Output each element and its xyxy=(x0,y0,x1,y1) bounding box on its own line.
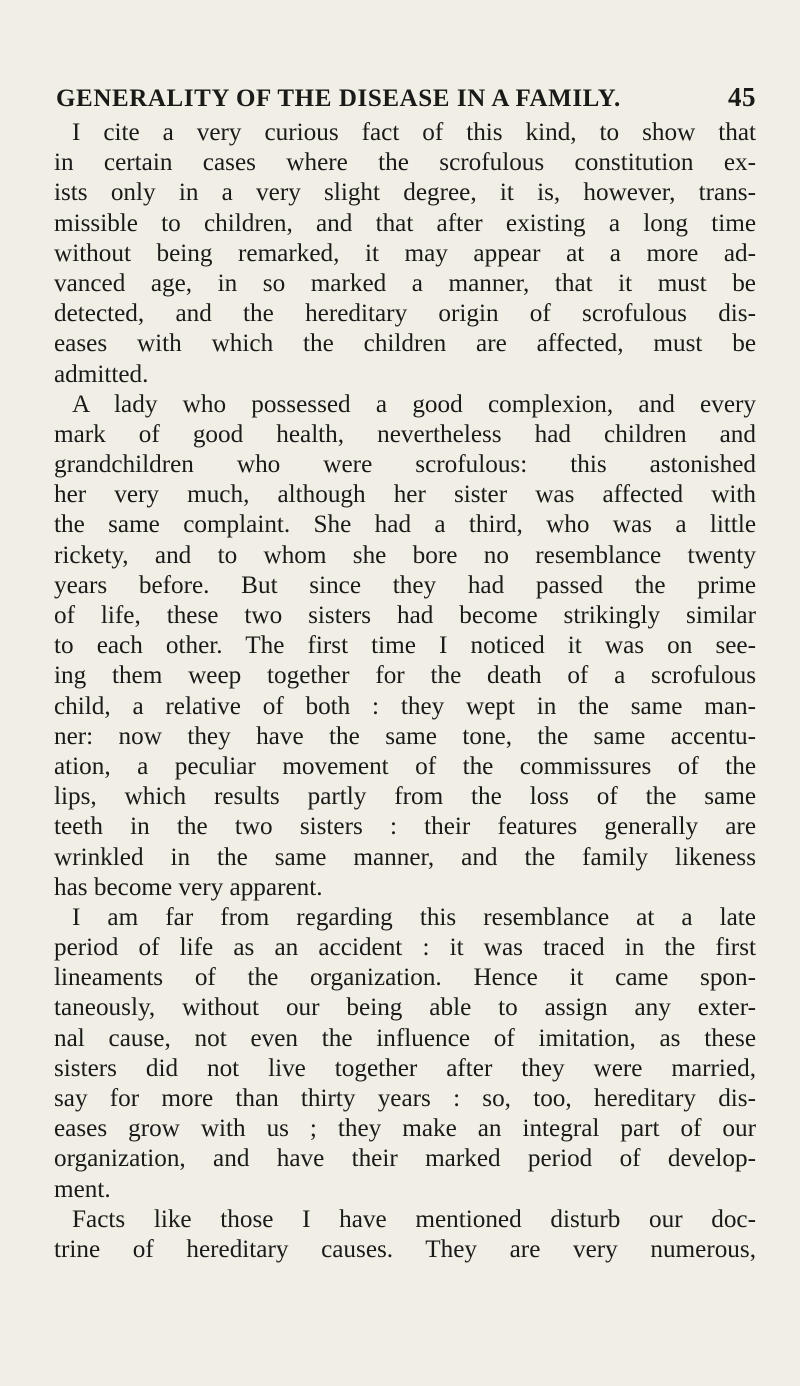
text-line: admitted. xyxy=(54,360,149,388)
text-line: Facts like those I have mentioned disturb our doc- xyxy=(72,1205,756,1233)
text-line: wrinkled in the same manner, and the family likeness xyxy=(54,843,756,871)
text-line: organization, and have their marked period of develop- xyxy=(54,1145,756,1173)
text-line: period of life as an accident : it was traced in the first xyxy=(54,934,756,962)
text-line: lips, which results partly from the loss of the same xyxy=(54,783,756,811)
text-line: nal cause, not even the influence of imitation, as these xyxy=(54,1024,756,1052)
body-text xyxy=(54,118,756,1265)
paragraph xyxy=(54,390,756,903)
text-line: eases with which the children are affected, must be xyxy=(54,330,756,358)
text-line: eases grow with us ; they make an integral part of our xyxy=(54,1115,756,1143)
paragraph xyxy=(54,118,756,390)
text-line: A lady who possessed a good complexion, and every xyxy=(72,390,756,418)
text-line: without being remarked, it may appear at a more ad- xyxy=(54,239,756,267)
text-line: ing them weep together for the death of a scrofulous xyxy=(54,662,756,690)
text-line: ation, a peculiar movement of the commissures of the xyxy=(54,752,756,780)
text-line: ment. xyxy=(54,1175,111,1203)
text-line: in certain cases where the scrofulous constitution ex- xyxy=(54,149,756,177)
text-line: teeth in the two sisters : their features generally are xyxy=(54,813,756,841)
text-line: grandchildren who were scrofulous: this astonished xyxy=(54,451,756,479)
text-line: taneously, without our being able to assign any exter- xyxy=(54,994,756,1022)
text-line: mark of good health, nevertheless had children and xyxy=(54,420,756,448)
running-head xyxy=(56,82,756,113)
running-title: GENERALITY OF THE DISEASE IN A FAMILY. xyxy=(56,85,621,112)
text-line: missible to children, and that after existing a long time xyxy=(54,209,756,237)
text-line: I cite a very curious fact of this kind, to show that xyxy=(72,119,756,146)
text-line: detected, and the hereditary origin of scrofulous dis- xyxy=(54,300,756,328)
text-line: the same complaint. She had a third, who was a little xyxy=(54,511,756,539)
text-line: I am far from regarding this resemblance at a late xyxy=(72,903,756,931)
text-line: lineaments of the organization. Hence it came spon- xyxy=(54,964,756,992)
paragraph xyxy=(54,903,756,1205)
text-line: years before. But since they had passed the prime xyxy=(54,571,756,599)
text-line: child, a relative of both : they wept in the same man- xyxy=(54,692,756,720)
text-line: ner: now they have the same tone, the same accentu- xyxy=(54,722,756,750)
text-line: has become very apparent. xyxy=(54,873,323,901)
text-line: of life, these two sisters had become strikingly similar xyxy=(54,602,756,629)
text-line: say for more than thirty years : so, too, hereditary dis- xyxy=(54,1085,756,1112)
text-line: vanced age, in so marked a manner, that it must be xyxy=(54,269,756,297)
text-line: rickety, and to whom she bore no resemblance twenty xyxy=(54,541,756,569)
page-number: 45 xyxy=(728,82,756,112)
paragraph xyxy=(54,1205,756,1265)
text-line: her very much, although her sister was affected with xyxy=(54,481,756,509)
text-line: to each other. The first time I noticed it was on see- xyxy=(54,632,756,660)
text-line: trine of hereditary causes. They are very numerous, xyxy=(54,1235,756,1263)
text-line: sisters did not live together after they were married, xyxy=(54,1054,756,1082)
text-line: ists only in a very slight degree, it is, however, trans- xyxy=(54,179,756,207)
